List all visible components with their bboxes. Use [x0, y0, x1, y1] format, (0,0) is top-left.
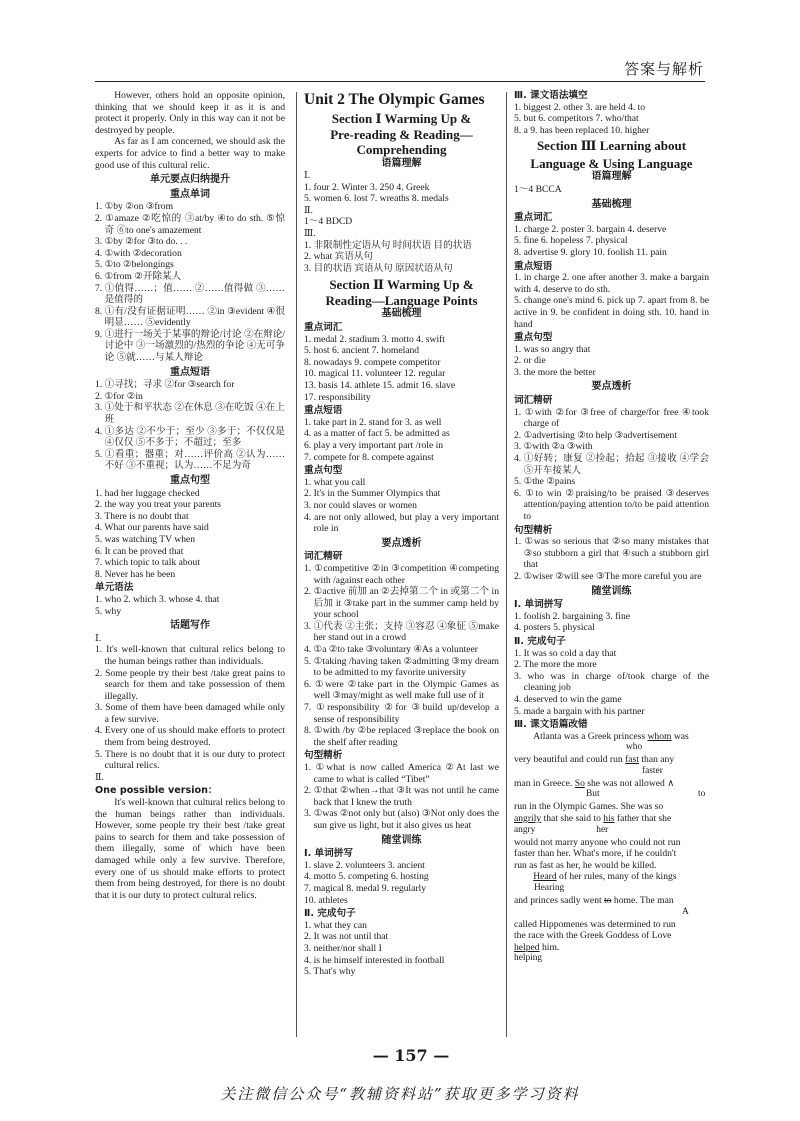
vocab-line: 8. advertise 9. glory 10. foolish 11. pain: [514, 246, 667, 258]
vocab-study-item: 3. ①代表 ②主张；支持 ③容忍 ④象征 ⑤make her stand out in a crowd: [304, 620, 499, 644]
column-divider-left: [296, 92, 297, 1037]
sentence-study-title: 句型精析: [304, 750, 343, 762]
section1-title-line: Comprehending: [356, 142, 447, 157]
writing-part-1: Ⅰ.: [95, 632, 102, 644]
complete-sentences-title: Ⅱ. 完成句子: [304, 908, 356, 920]
correction: angry her: [514, 824, 609, 835]
vocab-study-item: 6. ①to win ②praising/to be praised ③deserves attention/paying attention to/to be paid attention to: [514, 487, 709, 522]
vocab-study-item: 2. ①active 前加 an ②去掉第二个 in 或第二个 in 后加 it ③take part in the summer camp held by your school: [304, 586, 499, 621]
vocab-item: 2. ①amaze ②吃惊的 ③at/by ④to do sth. ⑤惊奇 ⑥to one's amazement: [95, 212, 285, 236]
grammar-title: 单元语法: [95, 582, 134, 594]
passage-line: the race with the Greek Goddess of Love: [514, 930, 672, 942]
sentence-item: 1. had her luggage checked: [95, 487, 200, 499]
sentence-study-item: 2. ①wiser ②will see ③The more careful you are: [514, 570, 702, 582]
vocab-item: 7. ①值得……；值…… ②……值得做 ③……是值得的: [95, 282, 285, 306]
section3-title-line: Section Ⅲ Learning about: [536, 138, 687, 154]
grammar-fill-title: Ⅲ. 课文语法填空: [514, 90, 588, 101]
passage-line: Heard of her rules, many of the kings: [533, 871, 677, 883]
sentence-item: 2. the way you treat your parents: [95, 499, 222, 511]
s1-line: Ⅲ.: [304, 228, 316, 240]
key-points-title: 要点透析: [591, 381, 632, 393]
sentence-line: 3. nor could slaves or women: [304, 499, 417, 511]
phrase-item: 1. ①寻找；寻求 ②for ③search for: [95, 379, 235, 391]
vocab-study-title: 词汇精研: [514, 395, 553, 407]
sentence-item: 3. There is no doubt that: [95, 510, 189, 522]
passage-line: would not marry anyone who could not run: [514, 836, 681, 848]
header-rule: [95, 81, 705, 82]
error-correction-passage: [514, 731, 709, 964]
vocab-item: 9. ①进行一场关于某事的辩论/讨论 ②在辩论/讨论中 ③一场激烈的/热烈的争论 ④无可争论 ⑤就……与某人辩论: [95, 328, 286, 364]
practice-title: 随堂训练: [591, 585, 632, 597]
version-label: One possible version：: [95, 785, 218, 797]
page-header-title: 答案与解析: [623, 60, 704, 78]
phrase-line: 7. compete for 8. compete against: [304, 451, 434, 463]
error-word: his: [603, 813, 615, 825]
sentence-line: 1. was so angry that: [514, 343, 591, 355]
writing-item: 5. There is no doubt that it is our duty to protect cultural relics.: [95, 748, 285, 772]
phrase-title: 重点短语: [514, 260, 553, 272]
spelling-line: 7. magical 8. medal 9. regularly: [304, 882, 427, 894]
vocab-title: 重点单词: [170, 188, 210, 200]
phrase-item: 3. ①处于和平状态 ②在休息 ③在吃饭 ④在上班: [95, 402, 285, 426]
vocab-study-item: 1. ①with ②for ③free of charge/for free ④took charge of: [514, 406, 709, 430]
vocab-title: 重点词汇: [514, 212, 553, 224]
intro-paragraph-2: As far as I am concerned, we should ask the experts for advice to find a better way to make good use of this cultural relic.: [95, 136, 285, 171]
passage-line: very beautiful and could run fast than any: [514, 754, 675, 766]
sentence-line: 4. are not only allowed, but play a very important role in: [304, 511, 499, 535]
sentence-study-item: 1. ①was so serious that ②so many mistakes that ③so stubborn a girl that ④such a stubborn girl that: [514, 536, 709, 571]
column-middle: [304, 90, 499, 978]
column-left: [95, 90, 285, 901]
correction: who: [626, 742, 643, 753]
phrase-item: 4. ①多达 ②不少于；至少 ③多于；不仅仅是 ④仅仅 ⑤不多于；不超过；至多: [95, 425, 285, 449]
correction: Hearing: [534, 883, 565, 894]
phrase-item: 5. ①看重；器重；对……评价高 ②认为……不好 ③不重视；认为……不足为奇: [95, 448, 285, 472]
correction: faster: [642, 765, 663, 776]
writing-item: 3. Some of them have been damaged while only a few survive.: [95, 702, 285, 725]
section3-title-line: Language & Using Language: [530, 155, 693, 171]
vocab-study-item: 5. ①taking /having taken ②admitting ③my dream to be admitted to my favorite university: [304, 655, 499, 679]
unit-title: Unit 2 The Olympic Games: [304, 91, 485, 108]
complete-sentence-line: 5. That's why: [304, 966, 356, 978]
vocab-item: 6. ①from ②开除某人: [95, 270, 182, 282]
section1-title-line: Section Ⅰ Warming Up &: [331, 111, 472, 126]
sentence-study-item: 1. ①what is now called America ②At last we came to what is called “Tibet”: [304, 762, 499, 785]
passage-line: run as fast as her, he would be killed.: [514, 859, 657, 871]
s1-line: 1. 非限制性定语从句 时间状语 目的状语: [304, 239, 472, 251]
phrase-line: 1. in charge 2. one after another 3. make a bargain with 4. deserve to do sth.: [514, 272, 709, 295]
complete-sentences-title: Ⅱ. 完成句子: [514, 635, 566, 647]
phrase-line: 5. change one's mind 6. pick up 7. apart from 8. be active in 9. be confident in doing sth. 10. hand in hand: [514, 295, 709, 330]
section1-title-line: Pre-reading & Reading—: [330, 126, 473, 142]
error-correction-title: Ⅲ. 课文语篇改错: [514, 719, 588, 731]
grammar-item: 1. who 2. which 3. whose 4. that: [95, 593, 220, 605]
column-right: [514, 90, 709, 965]
vocab-item: 4. ①with ②decoration: [95, 247, 182, 259]
spelling-line: 1. slave 2. volunteers 3. ancient: [304, 859, 425, 871]
passage-line: helped him.: [514, 941, 560, 953]
grammar-item: 5. why: [95, 605, 122, 617]
grammar-fill-line: 1. biggest 2. other 3. are held 4. to: [514, 101, 646, 113]
spelling-title: Ⅰ. 单词拼写: [304, 848, 353, 860]
sentence-study-item: 2. ①that ②when→that ③It was not until he came back that I knew the truth: [304, 785, 499, 808]
complete-sentence-line: 3. who was in charge of/took charge of the cleaning job: [514, 670, 709, 694]
vocab-item: 5. ①to ②belongings: [95, 259, 174, 271]
vocab-study-item: 6. ①were ②take part in the Olympic Games as well ③may/might as well make full use of it: [304, 678, 499, 702]
passage-line: faster than her. What's more, if he couldn't: [514, 848, 677, 860]
vocab-line: 5. host 6. ancient 7. homeland: [304, 345, 420, 357]
passage-line: Atlanta was a Greek princess whom was: [533, 730, 689, 742]
s1-line: Ⅱ.: [304, 204, 313, 216]
vocab-item: 8. ①有/没有证据证明…… ②in ③evident ④很明显…… ⑤evidently: [95, 305, 285, 329]
s1-line: 5. women 6. lost 7. wreaths 8. medals: [304, 193, 449, 205]
sentence-line: 3. the more the better: [514, 366, 596, 378]
correction: helping: [514, 953, 543, 964]
column-divider-right: [506, 92, 507, 1037]
error-word: fast: [625, 754, 639, 766]
passage-line: angrily that she said to his father that she: [514, 813, 672, 825]
complete-sentence-line: 1. It was so cold a day that: [514, 647, 617, 659]
spelling-line: 4. posters 5. physical: [514, 622, 595, 634]
complete-sentence-line: 3. neither/nor shall I: [304, 942, 382, 954]
passage-line: man in Greece. So she was not allowed ∧: [514, 777, 675, 789]
vocab-item: 3. ①by ②for ③to do. . .: [95, 236, 188, 248]
reading-comprehension-title: 语篇理解: [591, 171, 632, 183]
grammar-fill-line: 5. but 6. competitors 7. who/that: [514, 113, 639, 125]
vocab-study-title: 词汇精研: [304, 551, 343, 563]
sentence-title: 重点句型: [514, 332, 553, 344]
error-word: whom: [647, 730, 672, 742]
section2-title-line: Section Ⅱ Warming Up &: [329, 277, 474, 293]
footer-note: 关注微信公众号“教辅资料站”获取更多学习资料: [220, 1085, 580, 1103]
reading-comprehension-title: 语篇理解: [381, 157, 422, 169]
spelling-line: 4. motto 5. competing 6. hosting: [304, 871, 429, 883]
phrase-title: 重点短语: [304, 405, 343, 417]
s1-line: 2. what 宾语从句: [304, 251, 374, 263]
phrase-line: 6. play a very important part /role in: [304, 439, 444, 451]
writing-item: 2. Some people try their best /take great pains to search for them and take possession of them illegally.: [95, 667, 285, 702]
s1-line: 1. four 2. Winter 3. 250 4. Greek: [304, 181, 430, 193]
vocab-line: 8. nowadays 9. compete competitor: [304, 356, 441, 368]
complete-sentence-line: 1. what they can: [304, 919, 367, 931]
error-word: angrily: [514, 813, 542, 825]
vocab-study-item: 3. ①with ②a ③with: [514, 441, 593, 453]
vocab-line: 1. medal 2. stadium 3. motto 4. swift: [304, 333, 445, 345]
error-word: Heard: [533, 871, 557, 883]
vocab-line: 10. magical 11. volunteer 12. regular: [304, 368, 446, 380]
error-word: helped: [514, 941, 540, 953]
sentence-study-title: 句型精析: [514, 524, 553, 536]
passage-line: run in the Olympic Games. She was so: [514, 801, 664, 813]
sentence-item: 5. was watching TV when: [95, 533, 196, 545]
vocab-study-item: 7. ①responsibility ②for ③build up/develop a sense of responsibility: [304, 702, 499, 725]
grammar-fill-line: 8. a 9. has been replaced 10. higher: [514, 124, 650, 136]
vocab-item: 1. ①by ②on ③from: [95, 201, 174, 213]
vocab-line: 13. basis 14. athlete 15. admit 16. slave: [304, 380, 456, 391]
vocab-study-item: 8. ①with /by ②be replaced ③replace the book on the shelf after reading: [304, 725, 499, 748]
phrase-item: 2. ①for ②in: [95, 390, 143, 402]
basics-title: 基础梳理: [591, 198, 632, 210]
writing-part-2: Ⅱ.: [95, 771, 104, 783]
s3-answer: 1～4 BCCA: [514, 183, 562, 195]
sentence-line: 2. or die: [514, 355, 546, 367]
vocab-study-item: 4. ①好转；康复 ②捡起；拾起 ③接收 ④学会 ⑤开车接某人: [514, 453, 709, 476]
s1-line: Ⅰ.: [304, 170, 311, 182]
basics-title: 基础梳理: [381, 308, 422, 320]
spelling-title: Ⅰ. 单词拼写: [514, 599, 563, 611]
correction: But to: [586, 789, 706, 800]
passage-line: called Hippomenes was determined to run: [514, 918, 676, 930]
correction: A: [682, 906, 689, 917]
vocab-study-item: 1. ①competitive ②in ③competition ④competing with /against each other: [304, 562, 499, 586]
error-word: to: [604, 895, 612, 907]
complete-sentence-line: 4. deserved to win the game: [514, 693, 622, 705]
writing-item: 1. It's well-known that cultural relics belong to the human beings rather than individuals.: [95, 644, 285, 667]
practice-title: 随堂训练: [381, 834, 422, 846]
summary-title: 单元要点归纳提升: [150, 174, 230, 186]
vocab-line: 17. responsibility: [304, 391, 371, 403]
sentence-item: 4. What our parents have said: [95, 522, 209, 534]
vocab-study-item: 4. ①a ②to take ③voluntary ④As a volunteer: [304, 644, 479, 656]
phrase-line: 1. take part in 2. stand for 3. as well: [304, 416, 442, 428]
sentence-item: 6. It can be proved that: [95, 545, 184, 557]
key-points-title: 要点透析: [381, 537, 422, 549]
vocab-line: 5. fine 6. hopeless 7. physical: [514, 235, 628, 247]
s1-line: 1～4 BDCD: [304, 216, 353, 228]
sentence-study-item: 3. ①was ②not only but (also) ③Not only does the sun give us light, but it also gives us heat: [304, 808, 499, 831]
vocab-study-item: 5. ①the ②pains: [514, 476, 576, 488]
s1-line: 3. 目的状语 宾语从句 原因状语从句: [304, 262, 453, 274]
complete-sentence-line: 5. made a bargain with his partner: [514, 705, 645, 717]
error-word: So: [574, 777, 585, 789]
writing-title: 话题写作: [170, 620, 210, 632]
sentence-line: 1. what you call: [304, 476, 366, 488]
writing-item: 4. Every one of us should make efforts to protect them from being destroyed.: [95, 725, 285, 749]
intro-paragraph-1: However, others hold an opposite opinion, thinking that we should keep it as it is and protect it properly. Only in this way can it not be destroyed by people.: [95, 90, 285, 136]
sentence-item: 7. which topic to talk about: [95, 557, 200, 569]
complete-sentence-line: 2. The more the more: [514, 659, 597, 671]
complete-sentence-line: 4. is he himself interested in football: [304, 954, 445, 966]
section2-title-line: Reading—Language Points: [325, 292, 478, 308]
sentence-line: 2. It's in the Summer Olympics that: [304, 488, 441, 500]
spelling-line: 10. athletes: [304, 894, 348, 906]
spelling-line: 1. foolish 2. bargaining 3. fine: [514, 610, 630, 622]
page-number: — 157 —: [372, 1046, 450, 1065]
phrase-title: 重点短语: [170, 366, 210, 378]
complete-sentence-line: 2. It was not until that: [304, 931, 389, 943]
vocab-line: 1. charge 2. poster 3. bargain 4. deserve: [514, 223, 667, 235]
passage-line: and princes sadly went to home. The man: [514, 895, 674, 907]
sentence-title: 重点句型: [170, 475, 210, 486]
version-text: It's well-known that cultural relics belong to the human beings rather than individuals. However, some people try their best /take great pains to search for them and take possession of them illegally, some of which have been damaged while only a few survive. Therefore, every one of us should make efforts to protect them from being destroyed, for there is no doubt that it is our duty to protect cultural relics.: [95, 797, 285, 901]
phrase-line: 4. as a matter of fact 5. be admitted as: [304, 428, 450, 440]
vocab-title: 重点词汇: [304, 322, 343, 334]
sentence-title: 重点句型: [304, 465, 343, 477]
vocab-study-item: 2. ①advertising ②to help ③advertisement: [514, 429, 678, 441]
sentence-item: 8. Never has he been: [95, 568, 176, 580]
